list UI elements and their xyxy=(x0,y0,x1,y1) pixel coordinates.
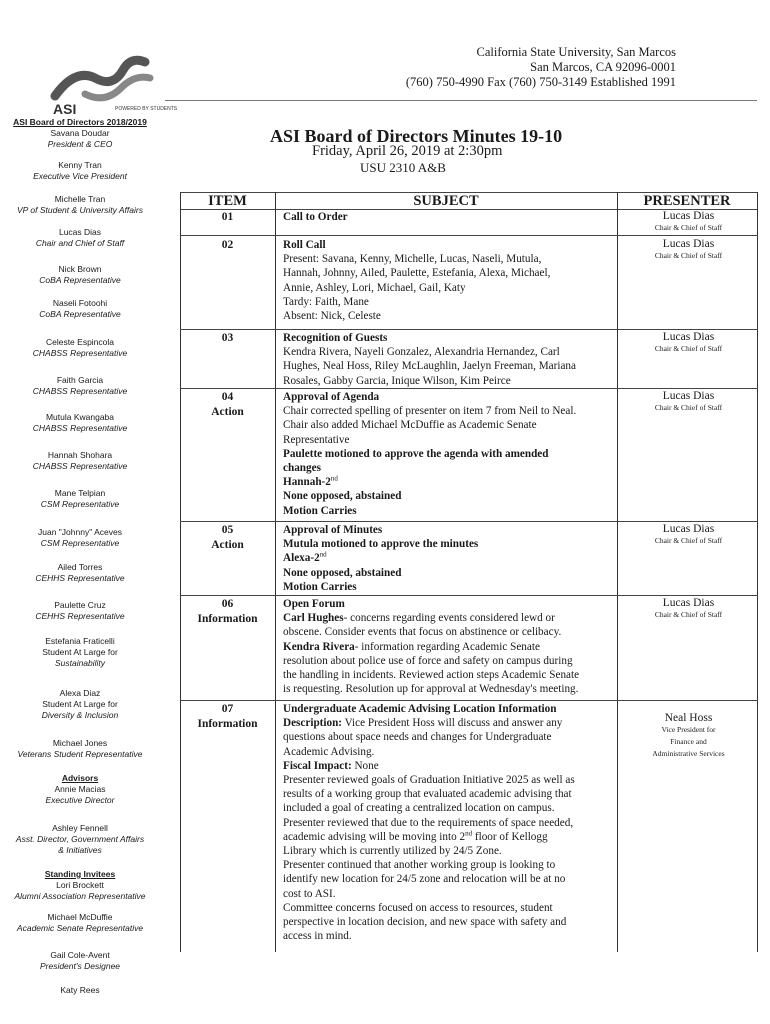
member-name: Katy Rees xyxy=(60,985,100,995)
member-name: Mutula Kwangaba xyxy=(45,412,115,422)
presenter-role: Chair & Chief of Staff xyxy=(654,223,723,232)
subject-bold-text: Call to Order xyxy=(283,211,348,223)
presenter-name: Lucas Dias xyxy=(662,523,715,535)
subject-bold-text: Description: xyxy=(283,717,343,730)
subject-bold-text: None opposed, abstained xyxy=(283,490,402,503)
superscript: nd xyxy=(319,550,327,559)
member-role: President & CEO xyxy=(47,139,113,149)
subject-text: Committee concerns focused on access to resources, student xyxy=(283,901,553,914)
item-presenter xyxy=(620,712,757,760)
subject-line xyxy=(283,702,618,716)
subject-line xyxy=(283,730,618,744)
subject-bold-text: Fiscal Impact: xyxy=(283,759,352,772)
subject-line xyxy=(283,390,618,404)
subject-text: resolution about police use of force and safety on campus during xyxy=(283,654,573,667)
subject-line xyxy=(283,433,618,447)
subject-text: Library which is currently utilized by 24/5 Zone. xyxy=(283,845,502,858)
sidebar-advisor xyxy=(5,784,155,806)
subject-bold-text: Open Forum xyxy=(283,598,345,610)
member-name: Juan "Johnny" Aceves xyxy=(37,527,122,537)
member-role: CHABSS Representative xyxy=(32,348,128,358)
subject-line xyxy=(283,816,618,830)
sidebar-member xyxy=(5,337,155,359)
subject-text: Academic Advising. xyxy=(283,745,375,758)
member-role: President's Designee xyxy=(39,961,121,971)
subject-text: the handling in incidents. Reviewed action steps Academic Senate xyxy=(283,669,580,682)
header-item: ITEM xyxy=(208,193,247,209)
subject-line xyxy=(283,682,618,696)
subject-line xyxy=(283,475,618,489)
subject-bold-text: None opposed, abstained xyxy=(283,566,402,579)
item-subject xyxy=(283,702,618,943)
presenter-name: Lucas Dias xyxy=(662,331,715,343)
item-number: 04 xyxy=(221,391,234,403)
member-role: CHABSS Representative xyxy=(32,461,128,471)
subject-bold-text: Recognition of Guests xyxy=(283,332,388,344)
sidebar-member xyxy=(5,636,155,669)
subject-bold-text: Undergraduate Academic Advising Location Information xyxy=(283,703,557,715)
subject-bold-text: Motion Carries xyxy=(283,504,357,517)
subject-bold-text: Approval of Agenda xyxy=(283,391,380,403)
subject-bold-text: Alexa-2 xyxy=(283,552,320,565)
member-name: Estefania Fraticelli xyxy=(45,636,115,646)
logo-tagline: POWERED BY STUDENTS xyxy=(115,106,178,112)
advisors-heading xyxy=(5,773,155,784)
presenter-role: Administrative Services xyxy=(652,749,725,758)
presenter-role: Chair & Chief of Staff xyxy=(654,251,723,260)
university-name: California State University, San Marcos xyxy=(476,45,676,59)
subject-text: Presenter reviewed that due to the requirements of space needed, xyxy=(283,816,574,829)
subject-text: obscene. Consider events that focus on abstinence or celibacy. xyxy=(283,626,562,639)
item-type: Information xyxy=(197,718,258,730)
member-name: Celeste Espincola xyxy=(45,337,115,347)
row-rule xyxy=(180,388,758,389)
member-role: Veterans Student Representative xyxy=(17,749,143,759)
subject-text: perspective in location decision, and new space with safety and xyxy=(283,916,567,929)
subject-line xyxy=(283,281,618,295)
meeting-location: USU 2310 A&B xyxy=(360,160,446,175)
subject-line xyxy=(283,611,618,625)
subject-text: included a goal of creating a centralized location on campus. xyxy=(283,802,555,815)
subject-line xyxy=(283,901,618,915)
subject-line xyxy=(283,537,618,551)
member-name: Faith Garcia xyxy=(56,375,104,385)
member-role: CoBA Representative xyxy=(39,309,121,319)
subject-line xyxy=(283,759,618,773)
member-role: VP of Student & University Affairs xyxy=(17,205,143,215)
subject-line xyxy=(283,523,618,537)
superscript: nd xyxy=(330,474,338,483)
subject-text: Presenter reviewed goals of Graduation Initiative 2025 as well as xyxy=(283,774,575,787)
member-role: Executive Director xyxy=(45,795,115,805)
subject-line xyxy=(283,858,618,872)
subject-line xyxy=(283,418,618,432)
subject-line xyxy=(283,504,618,518)
sidebar-member xyxy=(5,227,155,249)
subject-line xyxy=(283,625,618,639)
item-number: 03 xyxy=(221,332,234,344)
sidebar-member xyxy=(5,450,155,472)
row-rule xyxy=(180,521,758,522)
member-role: Chair and Chief of Staff xyxy=(35,238,125,248)
subject-line xyxy=(283,489,618,503)
sidebar-member xyxy=(5,527,155,549)
sidebar-heading: ASI Board of Directors 2018/2019 xyxy=(13,117,147,127)
sidebar-member xyxy=(5,160,155,182)
sidebar-member xyxy=(5,194,155,216)
subject-text: Tardy: Faith, Mane xyxy=(283,295,369,308)
subject-text: Annie, Ashley, Lori, Michael, Gail, Katy xyxy=(283,281,466,294)
meeting-date: Friday, April 26, 2019 at 2:30pm xyxy=(312,143,503,159)
col-divider-3 xyxy=(757,192,758,952)
row-rule xyxy=(180,700,758,701)
asi-logo xyxy=(35,48,178,118)
item-number: 02 xyxy=(221,239,234,251)
member-name: Michael Jones xyxy=(52,738,108,748)
sidebar-member xyxy=(5,298,155,320)
member-name: Savana Doudar xyxy=(50,128,110,138)
item-presenter xyxy=(620,238,757,262)
member-name: Hannah Shohara xyxy=(47,450,113,460)
item-type: Information xyxy=(197,613,258,625)
subject-line xyxy=(283,447,618,461)
subject-bold-text: Approval of Minutes xyxy=(283,524,383,536)
sidebar-member xyxy=(5,375,155,397)
subject-text: floor of Kellogg xyxy=(472,830,548,843)
sidebar-member xyxy=(5,128,155,150)
subject-text: cost to ASI. xyxy=(283,887,336,900)
member-role: Alumni Association Representative xyxy=(14,891,146,901)
subject-line xyxy=(283,773,618,787)
section-heading: Standing Invitees xyxy=(44,869,116,879)
member-name: Naseli Fotoohi xyxy=(52,298,108,308)
subject-line xyxy=(283,404,618,418)
subject-line xyxy=(283,566,618,580)
subject-line xyxy=(283,830,618,844)
item-type: Action xyxy=(211,406,244,418)
subject-text: is requesting. Resolution up for approval at Wednesday's meeting. xyxy=(283,683,579,696)
subject-line xyxy=(283,345,618,359)
subject-line xyxy=(283,295,618,309)
subject-text: access in mind. xyxy=(283,930,352,943)
member-name: Kenny Tran xyxy=(58,160,102,170)
subject-text: identify new location for 24/5 zone and relocation will be at no xyxy=(283,873,566,886)
col-divider-1 xyxy=(275,192,276,952)
member-name: Lori Brockett xyxy=(56,880,104,890)
member-name: Alexa Diaz xyxy=(59,688,101,698)
subject-line xyxy=(283,844,618,858)
item-presenter xyxy=(620,331,757,355)
subject-text: results of a working group that evaluated academic advising that xyxy=(283,788,572,801)
item-subject xyxy=(283,238,618,323)
sidebar-member xyxy=(5,488,155,510)
presenter-role: Chair & Chief of Staff xyxy=(654,344,723,353)
subject-bold-text: Motion Carries xyxy=(283,580,357,593)
header-presenter: PRESENTER xyxy=(643,193,731,209)
member-role: CHABSS Representative xyxy=(32,423,128,433)
item-presenter xyxy=(620,523,757,547)
item-subject xyxy=(283,523,618,594)
sidebar-member xyxy=(5,264,155,286)
subject-bold-text: Hannah-2 xyxy=(283,476,331,489)
member-name: Gail Cole-Avent xyxy=(50,950,110,960)
invitees-heading xyxy=(5,869,155,880)
subject-line xyxy=(283,597,618,611)
subject-line xyxy=(283,787,618,801)
item-subject xyxy=(283,390,618,518)
university-address: San Marcos, CA 92096-0001 xyxy=(530,60,676,74)
member-name: Student At Large for xyxy=(42,699,118,709)
subject-line xyxy=(283,374,618,388)
header-rule xyxy=(165,100,757,101)
subject-text: - information regarding Academic Senate xyxy=(354,640,540,653)
sidebar-member xyxy=(5,688,155,721)
sidebar-invitee xyxy=(5,950,155,972)
item-number: 01 xyxy=(221,211,234,223)
subject-line xyxy=(283,461,618,475)
member-name: Nick Brown xyxy=(58,264,102,274)
subject-bold-text: changes xyxy=(283,462,321,475)
subject-line xyxy=(283,654,618,668)
presenter-role: Finance and xyxy=(670,737,707,746)
sidebar-member xyxy=(5,600,155,622)
subject-text: Present: Savana, Kenny, Michelle, Lucas, Naseli, Mutula, xyxy=(283,253,542,266)
sidebar-member xyxy=(5,412,155,434)
member-role: CoBA Representative xyxy=(39,275,121,285)
superscript: nd xyxy=(465,829,473,838)
subject-text: - concerns regarding events considered lewd or xyxy=(343,612,555,625)
item-presenter xyxy=(620,597,757,621)
item-presenter xyxy=(620,390,757,414)
presenter-name: Lucas Dias xyxy=(662,390,715,402)
sidebar-invitee xyxy=(5,880,155,902)
member-name: Paulette Cruz xyxy=(54,600,106,610)
subject-bold-text: Kendra Rivera xyxy=(283,640,355,653)
presenter-role: Chair & Chief of Staff xyxy=(654,536,723,545)
subject-line xyxy=(283,252,618,266)
presenter-role: Chair & Chief of Staff xyxy=(654,403,723,412)
presenter-name: Neal Hoss xyxy=(664,712,713,724)
subject-text: Chair also added Michael McDuffie as Academic Senate xyxy=(283,419,537,432)
subject-line xyxy=(283,266,618,280)
subject-line xyxy=(283,309,618,323)
member-role: & Initiatives xyxy=(58,845,102,855)
subject-text: Presenter continued that another working group is looking to xyxy=(283,859,556,872)
subject-text: questions about space needs and changes for Undergraduate xyxy=(283,731,552,744)
subject-line xyxy=(283,359,618,373)
col-divider-0 xyxy=(180,192,181,952)
item-presenter xyxy=(620,210,757,234)
presenter-role: Chair & Chief of Staff xyxy=(654,610,723,619)
subject-line xyxy=(283,929,618,943)
subject-text: Vice President Hoss will discuss and answer any xyxy=(342,717,563,730)
subject-line xyxy=(283,801,618,815)
subject-line xyxy=(283,331,618,345)
logo-text: ASI xyxy=(53,101,77,117)
subject-text: Absent: Nick, Celeste xyxy=(283,310,381,323)
member-role: CSM Representative xyxy=(40,499,120,509)
subject-line xyxy=(283,745,618,759)
header-subject: SUBJECT xyxy=(413,193,479,209)
sidebar-invitee xyxy=(5,912,155,934)
subject-line xyxy=(283,210,618,224)
item-subject xyxy=(283,331,618,388)
member-role: Diversity & Inclusion xyxy=(41,710,119,720)
subject-bold-text: Roll Call xyxy=(283,239,326,251)
item-subject xyxy=(283,210,618,224)
presenter-role: Vice President for xyxy=(661,725,716,734)
member-role: CEHHS Representative xyxy=(35,573,125,583)
page-title: ASI Board of Directors Minutes 19-10 xyxy=(270,126,563,146)
member-role: Sustainability xyxy=(54,658,106,668)
member-role: Academic Senate Representative xyxy=(16,923,144,933)
subject-line xyxy=(283,915,618,929)
subject-text: academic advising will be moving into 2 xyxy=(283,830,466,843)
item-number: 07 xyxy=(221,703,234,715)
subject-text: Chair corrected spelling of presenter on item 7 from Neil to Neal. xyxy=(283,405,577,418)
subject-text: Hughes, Neal Hoss, Riley McLaughlin, Jaelyn Freeman, Mariana xyxy=(283,360,576,373)
subject-line xyxy=(283,668,618,682)
member-name: Michelle Tran xyxy=(54,194,106,204)
member-name: Annie Macias xyxy=(54,784,106,794)
member-role: Executive Vice President xyxy=(33,171,127,181)
subject-line xyxy=(283,238,618,252)
presenter-name: Lucas Dias xyxy=(662,210,715,222)
member-name: Mane Telpian xyxy=(54,488,106,498)
subject-line xyxy=(283,580,618,594)
sidebar-member xyxy=(5,738,155,760)
section-heading: Advisors xyxy=(61,773,99,783)
member-role: CSM Representative xyxy=(40,538,120,548)
subject-line xyxy=(283,887,618,901)
subject-text: Rosales, Gabby Garcia, Inique Wilson, Kim Peirce xyxy=(283,374,511,387)
subject-line xyxy=(283,551,618,565)
subject-line xyxy=(283,640,618,654)
item-number: 06 xyxy=(221,598,234,610)
member-role: CHABSS Representative xyxy=(32,386,128,396)
subject-text: Representative xyxy=(283,433,350,446)
row-rule xyxy=(180,235,758,236)
sidebar-member xyxy=(5,562,155,584)
row-rule xyxy=(180,595,758,596)
subject-text: None xyxy=(351,759,379,772)
sidebar-invitee xyxy=(5,985,155,996)
item-number: 05 xyxy=(221,524,234,536)
subject-bold-text: Paulette motioned to approve the agenda with amended xyxy=(283,447,549,460)
subject-line xyxy=(283,872,618,886)
row-rule xyxy=(180,329,758,330)
sidebar-advisor xyxy=(5,823,155,856)
member-name: Michael McDuffie xyxy=(47,912,113,922)
member-name: Ashley Fennell xyxy=(52,823,108,833)
subject-text: Kendra Rivera, Nayeli Gonzalez, Alexandria Hernandez, Carl xyxy=(283,346,560,359)
member-role: CEHHS Representative xyxy=(35,611,125,621)
subject-bold-text: Carl Hughes xyxy=(283,612,344,625)
item-type: Action xyxy=(211,539,244,551)
member-role: Asst. Director, Government Affairs xyxy=(15,834,145,844)
member-name: Ailed Torres xyxy=(57,562,103,572)
subject-text: Hannah, Johnny, Ailed, Paulette, Estefania, Alexa, Michael, xyxy=(283,267,551,280)
item-subject xyxy=(283,597,618,696)
member-name: Student At Large for xyxy=(42,647,118,657)
presenter-name: Lucas Dias xyxy=(662,597,715,609)
member-name: Lucas Dias xyxy=(58,227,102,237)
subject-line xyxy=(283,716,618,730)
university-contact: (760) 750-4990 Fax (760) 750-3149 Established 1991 xyxy=(405,75,676,89)
subject-bold-text: Mutula motioned to approve the minutes xyxy=(283,538,479,551)
presenter-name: Lucas Dias xyxy=(662,238,715,250)
